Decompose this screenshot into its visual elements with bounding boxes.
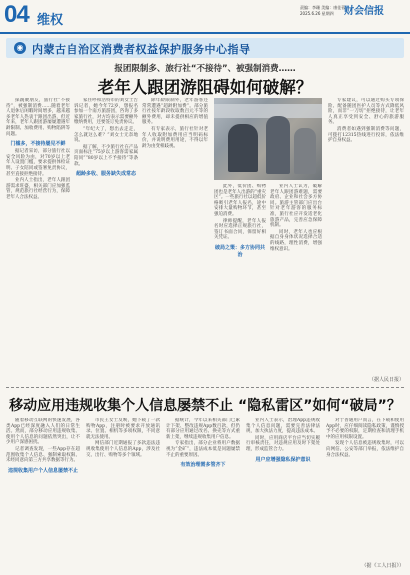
paragraph: 此外，低价团、购物团也是老年人出游的“重灾区”。一些旅行社以超低价格吸引老年人报名，途中安排大量购物环节，甚至强迫消费。 — [214, 184, 266, 217]
paragraph: 网信部门近期通报了多款违法违规收集使用个人信息的App，涉及社交、出行、购物等多个领域。 — [86, 441, 160, 458]
paragraph: 消费者如遇到强制消费等问题，可拨打12315热线进行投诉，依法维护自身权益。 — [328, 126, 404, 144]
story2-column-2 — [86, 418, 160, 570]
masthead-rule — [0, 32, 410, 34]
masthead — [0, 0, 410, 34]
story-divider — [6, 387, 404, 388]
paragraph: 记者调查发现，一些App存在超范围收集个人信息、强制索取权限、未经同意向第三方共享数据等行为。 — [6, 446, 80, 464]
subheading: 有效治理需多管齐下 — [180, 462, 226, 469]
photo-person — [266, 116, 290, 174]
paragraph: 业内人士指出，老年人跟团游需求旺盛，相关部门应加强监管，规范旅行社经营行为，保障老年人合法权益。 — [6, 178, 70, 200]
subheading: 破局之策：多方协同共治 — [214, 244, 265, 258]
paragraph: 据统计，今年以来相关部门已累计下架、整改违规App数百款，但仍有部分应用通过改名、换壳等方式重新上架，继续违规收集用户信息。 — [166, 418, 240, 440]
paragraph: 业内人士表示，治理App违规收集个人信息问题，需要完善法律法规，加大执法力度，提高违法成本。 — [246, 418, 320, 435]
section-title: 维权 — [37, 13, 64, 28]
paragraph: 探親聚朋友，旅行社“不接待”，被强制消费……随着老年人退休后闲暇时间增多，越来越多老年人热衷于跟团出游，但近年来，老年人跟团游屡屡遭遇年龄限制、加收费用、购物陷阱等问题。 — [6, 98, 70, 137]
paragraph: 据记者采访，部分旅行社以安全风险为由，对70岁以上老年人设置门槛，要求提供体检证明、子女陪同或签署免责协议，甚至直接拒绝接待。 — [6, 149, 70, 177]
paragraph: 专家指出，部分企业将用户数据视为“金矿”，违法成本低是问题屡禁不止的重要原因。 — [166, 441, 240, 458]
story1-headline: 老年人跟团游阻碍如何破解？ — [97, 78, 313, 97]
paragraph: 律师提醒，老年人报名时应选择正规旅行社，签订书面合同，保留好相关凭证。 — [214, 218, 266, 241]
subheading: 门槛多，不接待屡见不鲜 — [10, 141, 66, 148]
paragraph: 对于普通用户而言，在下载和使用App时，应仔细阅读隐私政策，谨慎授予不必要的权限，定期检查和清理手机中的应用权限设置。 — [326, 418, 404, 440]
subheading: 超龄多收、服务缺失成常态 — [75, 171, 136, 178]
subheading: 用户应增强隐私保护意识 — [255, 456, 311, 463]
guidance-banner — [6, 38, 404, 58]
paragraph: 市民王女士反映，她下载了一款购物App，注册时被要求开放通讯录、位置、相机等多项权限，不同意就无法使用。 — [86, 418, 160, 440]
paragraph: 同时，老年人也应根据自身身体状况选择合适的线路，理性消费，增强维权意识。 — [270, 229, 322, 252]
logo-sub: 信报 — [364, 6, 384, 17]
story2-column-4 — [246, 418, 320, 570]
story1-column-2 — [74, 98, 138, 383]
story1-column-4 — [214, 184, 266, 383]
paragraph: 专家建议，可以通过购买专项保险、配备随团医护人员等方式降低风险，而非“一刀切”拒绝接待，让老年人真正享受到安全、舒心的旅游服务。 — [328, 98, 404, 126]
story1-column-3 — [142, 98, 208, 383]
story1-signature: （据人民日报） — [368, 377, 404, 383]
banner-emblem-icon: ◉ — [14, 42, 26, 54]
story2-column-3 — [166, 418, 240, 570]
page-number: 04 — [4, 1, 29, 28]
story1-deck: 报团限制多、旅行社“不接待”、被强制消费…… — [114, 64, 296, 74]
story2-signature: （据《工人日报》） — [361, 563, 404, 569]
paragraph: 业内人士认为，破解老年人跟团游难题，需要政府、企业和社会多方协同。旅游主管部门应出台针对老年游客的服务标准，旅行社应开发适老化旅游产品，完善应急保障机制。 — [270, 184, 322, 229]
subheading: 违规收集用户个人信息屡禁不止 — [7, 467, 78, 474]
paragraph: 同时，应用商店平台应当切实履行审核责任，对违规应用及时下架处理，形成监管合力。 — [246, 435, 320, 452]
story1-column-6 — [328, 98, 404, 383]
photo-person — [294, 128, 316, 174]
paragraph: 发现个人信息被违规收集时，可以向网信、公安等部门举报，依法维护自身合法权益。 — [326, 441, 404, 458]
logo-main: 财会 — [344, 6, 364, 17]
paragraph: 据了解，不少旅行社在产品页面标注“75岁以上游客需家属陪同”“80岁以上不予接待”等条款。 — [74, 144, 138, 167]
newspaper-logo — [344, 2, 384, 17]
paragraph: 随着移动互联网的快速发展，各类App已经深度融入人们的日常生活。然而，部分移动应用违规收集、使用个人信息的问题依然突出，让不少用户深感困扰。 — [6, 418, 80, 446]
paragraph: “年纪大了，想出去走走，怎么就这么难？”刘女士无奈地说。 — [74, 126, 138, 144]
story1-column-5 — [270, 184, 322, 383]
story2-headline: 移动应用违规收集个人信息屡禁不止 “隐私雷区”如何“破局”？ — [9, 398, 401, 414]
photo-bus — [214, 104, 322, 118]
paragraph: 家住呼和浩特市的刘女士告诉记者，她今年72岁，想报名参加一个南方旅游团，咨询了多家旅行社，对方均表示需要额外缴纳费用，还要签订免责协议。 — [74, 98, 138, 126]
story2-column-5 — [326, 418, 404, 562]
page-meta: 责编：李珊 美编：康佳蓉 2025.6.26 星期四 — [300, 5, 346, 16]
banner-title: 内蒙古自治区消费者权益保护服务中心指导 — [32, 43, 251, 56]
news-photo — [214, 98, 322, 180]
paragraph: 除年龄限制外，老年游客还常常遭遇“超龄附加费”。部分旅行社按年龄段收取数百元不等的额外费用，却未提供相应的增值服务。 — [142, 98, 208, 126]
story2-column-1 — [6, 418, 80, 570]
story1-column-1 — [6, 98, 70, 383]
photo-person — [228, 124, 258, 172]
paragraph: 有专家表示，旅行社针对老年人收取附加费用应当明码标价，并说明费用用途，不得以年龄为由变相歧视。 — [142, 126, 208, 149]
